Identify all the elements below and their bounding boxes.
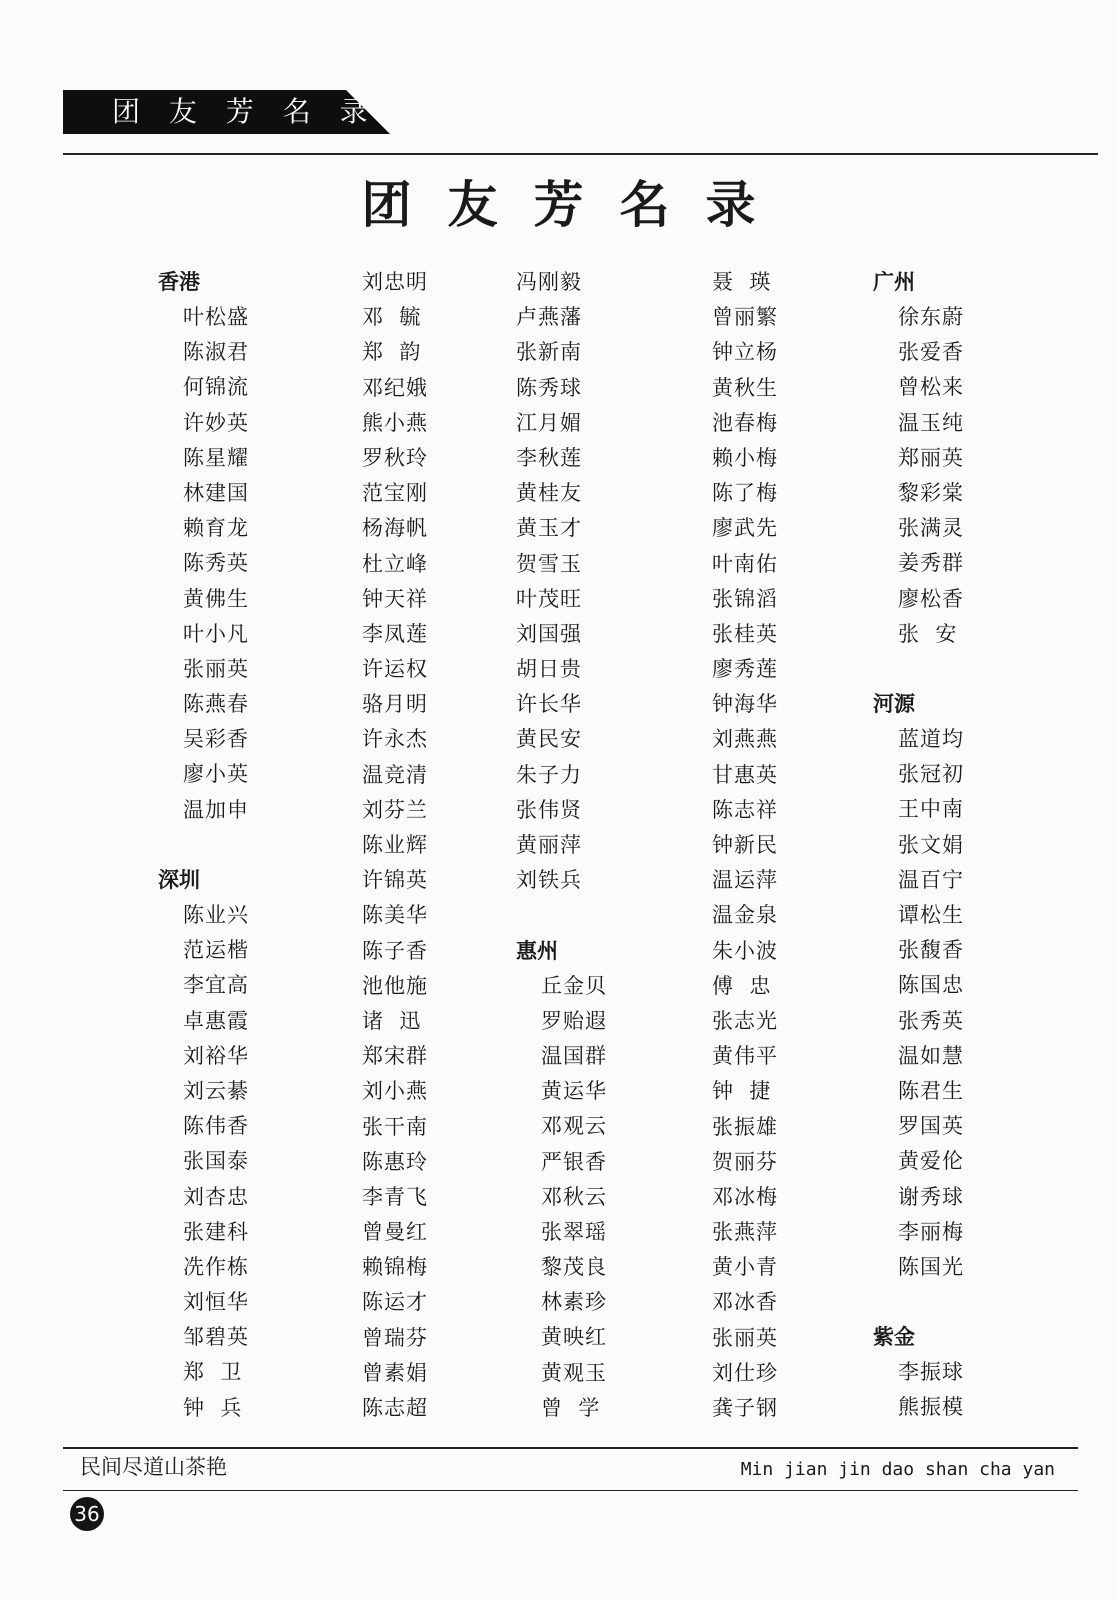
name-group (158, 265, 328, 828)
member-name: 谭松生 (898, 903, 964, 927)
member-name: 温百宁 (898, 867, 964, 892)
member-name: 张振雄 (712, 1114, 778, 1139)
member-name: 张新南 (516, 340, 582, 365)
footer-slogan: 民间尽道山茶艳 (80, 1455, 227, 1479)
member-name: 黄观玉 (541, 1360, 607, 1385)
member-name: 范宝刚 (362, 481, 428, 506)
member-name: 陈运才 (362, 1290, 428, 1315)
member-name: 钟海华 (712, 692, 778, 717)
group-spacer (873, 1285, 1043, 1320)
member-name: 朱小波 (712, 938, 778, 963)
member-name: 温玉纯 (898, 410, 964, 435)
member-name: 郑丽英 (898, 445, 964, 470)
member-name: 李秋莲 (516, 445, 582, 470)
member-name: 赖育龙 (183, 516, 249, 541)
member-name: 徐东蔚 (898, 305, 964, 329)
member-name: 刘忠明 (362, 270, 428, 294)
member-name: 钟新民 (712, 833, 778, 857)
member-name: 曾瑞芬 (362, 1325, 428, 1350)
member-name: 陈秀英 (183, 551, 249, 576)
member-name: 曾丽繁 (712, 305, 778, 330)
member-name: 张翠瑶 (541, 1219, 607, 1244)
member-name: 陈国忠 (898, 973, 964, 998)
member-name: 张 安 (898, 621, 958, 646)
member-name: 张丽英 (712, 1325, 778, 1350)
member-name: 黄桂友 (516, 481, 582, 506)
member-name: 吴彩香 (183, 727, 249, 752)
member-name: 池他施 (362, 973, 428, 998)
bottom-divider (63, 1447, 1078, 1449)
member-name: 刘裕华 (183, 1043, 249, 1068)
member-name: 叶小凡 (183, 621, 249, 646)
member-name: 温加申 (183, 797, 249, 822)
member-name: 钟 兵 (183, 1395, 243, 1420)
member-name: 陈业辉 (362, 833, 428, 857)
member-name: 刘国强 (516, 621, 582, 646)
member-name: 邓观云 (541, 1114, 607, 1139)
member-name: 赖小梅 (712, 445, 778, 470)
member-name: 杨海帆 (362, 516, 428, 541)
member-name: 陈淑君 (183, 340, 249, 365)
member-name: 刘杏忠 (183, 1184, 249, 1209)
name-column-2 (362, 265, 532, 1426)
member-name: 张爱香 (898, 340, 964, 365)
member-name: 陈燕春 (183, 692, 249, 717)
name-column-1 (158, 265, 328, 1426)
region-heading: 香港 (158, 270, 200, 294)
member-name: 陈惠玲 (362, 1149, 428, 1174)
member-name: 姜秀群 (898, 551, 964, 576)
member-name: 李振球 (898, 1360, 964, 1385)
member-name: 张国泰 (183, 1149, 249, 1174)
member-name: 何锦流 (183, 375, 249, 400)
member-name: 陈国光 (898, 1254, 964, 1279)
member-name: 聂 瑛 (712, 270, 772, 294)
top-divider (63, 153, 1098, 155)
name-group (712, 265, 882, 1426)
member-name: 黎彩棠 (898, 480, 964, 505)
member-name: 黄玉才 (516, 516, 582, 541)
member-name: 林素珍 (541, 1290, 607, 1315)
member-name: 杜立峰 (362, 551, 428, 576)
member-name: 范运楷 (183, 938, 249, 963)
member-name: 曾素娟 (362, 1360, 428, 1385)
member-name: 张建科 (183, 1219, 249, 1244)
member-name: 熊振模 (898, 1395, 964, 1420)
page-title: 团友芳名录 (361, 175, 792, 234)
member-name: 张文娟 (898, 832, 964, 857)
member-name: 卢燕藩 (516, 305, 582, 330)
member-name: 林建国 (183, 480, 249, 505)
member-name: 胡日贵 (516, 657, 582, 682)
member-name: 叶松盛 (183, 305, 249, 329)
member-name: 诸 迅 (362, 1008, 422, 1033)
member-name: 廖小英 (183, 762, 249, 787)
member-name: 钟立杨 (712, 340, 778, 365)
member-name: 黄运华 (541, 1079, 607, 1104)
member-name: 黄丽萍 (516, 833, 582, 857)
member-name: 卓惠霞 (183, 1008, 249, 1033)
member-name: 张满灵 (898, 516, 964, 541)
member-name: 温运萍 (712, 868, 778, 893)
member-name: 李青飞 (362, 1184, 428, 1209)
member-name: 傅 忠 (712, 973, 772, 998)
member-name: 罗国英 (898, 1114, 964, 1139)
member-name: 黄映红 (541, 1325, 607, 1350)
member-name: 陈子香 (362, 938, 428, 963)
region-heading: 惠州 (516, 938, 558, 963)
member-name: 温国群 (541, 1043, 607, 1068)
member-name: 池春梅 (712, 410, 778, 435)
name-column-3 (516, 265, 686, 1426)
member-name: 蓝道均 (898, 727, 964, 752)
bottom-divider-secondary (63, 1490, 1078, 1491)
member-name: 叶南佑 (712, 551, 778, 576)
member-name: 张伟贤 (516, 797, 582, 822)
member-name: 李丽梅 (898, 1219, 964, 1244)
member-name: 陈美华 (362, 903, 428, 928)
member-name: 丘金贝 (541, 973, 607, 998)
member-name: 邓冰香 (712, 1290, 778, 1315)
member-name: 谢秀球 (898, 1184, 964, 1209)
region-heading: 广州 (873, 270, 915, 294)
member-name: 罗秋玲 (362, 445, 428, 470)
member-name: 曾松来 (898, 375, 964, 400)
member-name: 曾 学 (541, 1395, 601, 1420)
member-name: 廖秀莲 (712, 657, 778, 682)
member-name: 刘铁兵 (516, 868, 582, 893)
member-name: 龚子钢 (712, 1396, 778, 1420)
member-name: 张秀英 (898, 1008, 964, 1033)
member-name: 刘恒华 (183, 1290, 249, 1315)
member-name: 陈伟香 (183, 1114, 249, 1139)
member-name: 张燕萍 (712, 1220, 778, 1245)
member-name: 许长华 (516, 692, 582, 717)
name-group (362, 265, 532, 1426)
name-column-5 (873, 265, 1043, 1426)
member-name: 王中南 (898, 797, 964, 822)
member-name: 许锦英 (362, 868, 428, 893)
member-name: 陈了梅 (712, 481, 778, 506)
member-name: 黄爱伦 (898, 1149, 964, 1174)
member-name: 陈业兴 (183, 903, 249, 927)
region-heading: 深圳 (158, 868, 200, 892)
member-name: 张冠初 (898, 762, 964, 787)
member-name: 陈志超 (362, 1396, 428, 1420)
member-name: 刘小燕 (362, 1079, 428, 1104)
member-name: 江月媚 (516, 410, 582, 435)
member-name: 李宜高 (183, 973, 249, 998)
member-name: 骆月明 (362, 692, 428, 717)
member-name: 陈君生 (898, 1078, 964, 1103)
member-name: 温金泉 (712, 903, 778, 928)
group-spacer (516, 898, 686, 933)
member-name: 张馥香 (898, 938, 964, 963)
member-name: 贺丽芬 (712, 1149, 778, 1174)
member-name: 张丽英 (183, 656, 249, 681)
member-name: 刘云綦 (183, 1078, 249, 1103)
member-name: 张桂英 (712, 621, 778, 646)
member-name: 黄民安 (516, 727, 582, 752)
region-heading: 河源 (873, 692, 915, 717)
member-name: 张志光 (712, 1008, 778, 1033)
member-name: 李凤莲 (362, 621, 428, 646)
header-tab-label: 团 友 芳 名 录 (112, 95, 378, 128)
member-name: 廖武先 (712, 516, 778, 541)
name-column-4 (712, 265, 882, 1426)
member-name: 邹碧英 (183, 1325, 249, 1350)
footer-pinyin: Min jian jin dao shan cha yan (740, 1459, 1055, 1480)
member-name: 邓纪娥 (362, 375, 428, 400)
member-name: 刘仕珍 (712, 1360, 778, 1385)
member-name: 郑宋群 (362, 1044, 428, 1069)
member-name: 邓 毓 (362, 305, 422, 330)
member-name: 廖松香 (898, 586, 964, 611)
group-spacer (158, 828, 328, 863)
name-group (873, 687, 1043, 1285)
member-name: 郑 韵 (362, 340, 422, 365)
member-name: 贺雪玉 (516, 551, 582, 576)
member-name: 郑 卫 (183, 1360, 243, 1385)
member-name: 邓秋云 (541, 1184, 607, 1209)
member-name: 赖锦梅 (362, 1255, 428, 1280)
member-name: 罗贻遐 (541, 1008, 607, 1033)
name-group (873, 1320, 1043, 1425)
member-name: 温如慧 (898, 1043, 964, 1068)
member-name: 刘燕燕 (712, 727, 778, 752)
member-name: 曾曼红 (362, 1220, 428, 1245)
name-group (873, 265, 1043, 652)
name-group (158, 863, 328, 1426)
member-name: 刘芬兰 (362, 797, 428, 822)
member-name: 陈星耀 (183, 445, 249, 470)
member-name: 黄佛生 (183, 586, 249, 611)
member-name: 黄伟平 (712, 1044, 778, 1069)
member-name: 黄小青 (712, 1255, 778, 1280)
member-name: 钟 捷 (712, 1079, 772, 1104)
name-group (516, 265, 686, 898)
name-group (516, 934, 686, 1426)
member-name: 许妙英 (183, 410, 249, 435)
member-name: 张干南 (362, 1114, 428, 1139)
member-name: 张锦滔 (712, 586, 778, 611)
member-name: 熊小燕 (362, 410, 428, 435)
region-heading: 紫金 (873, 1325, 915, 1350)
member-name: 黄秋生 (712, 375, 778, 400)
member-name: 许运权 (362, 657, 428, 682)
page-number-badge: 36 (70, 1497, 104, 1531)
member-name: 冼作栋 (183, 1254, 249, 1279)
member-name: 甘惠英 (712, 762, 778, 787)
group-spacer (873, 652, 1043, 687)
member-name: 朱子力 (516, 762, 582, 787)
member-name: 陈秀球 (516, 375, 582, 400)
member-name: 严银香 (541, 1149, 607, 1174)
member-name: 钟天祥 (362, 586, 428, 611)
member-name: 黎茂良 (541, 1255, 607, 1280)
member-name: 许永杰 (362, 727, 428, 752)
member-name: 叶茂旺 (516, 586, 582, 611)
member-name: 陈志祥 (712, 797, 778, 822)
member-name: 温竞清 (362, 762, 428, 787)
member-name: 邓冰梅 (712, 1184, 778, 1209)
member-name: 冯刚毅 (516, 270, 582, 294)
